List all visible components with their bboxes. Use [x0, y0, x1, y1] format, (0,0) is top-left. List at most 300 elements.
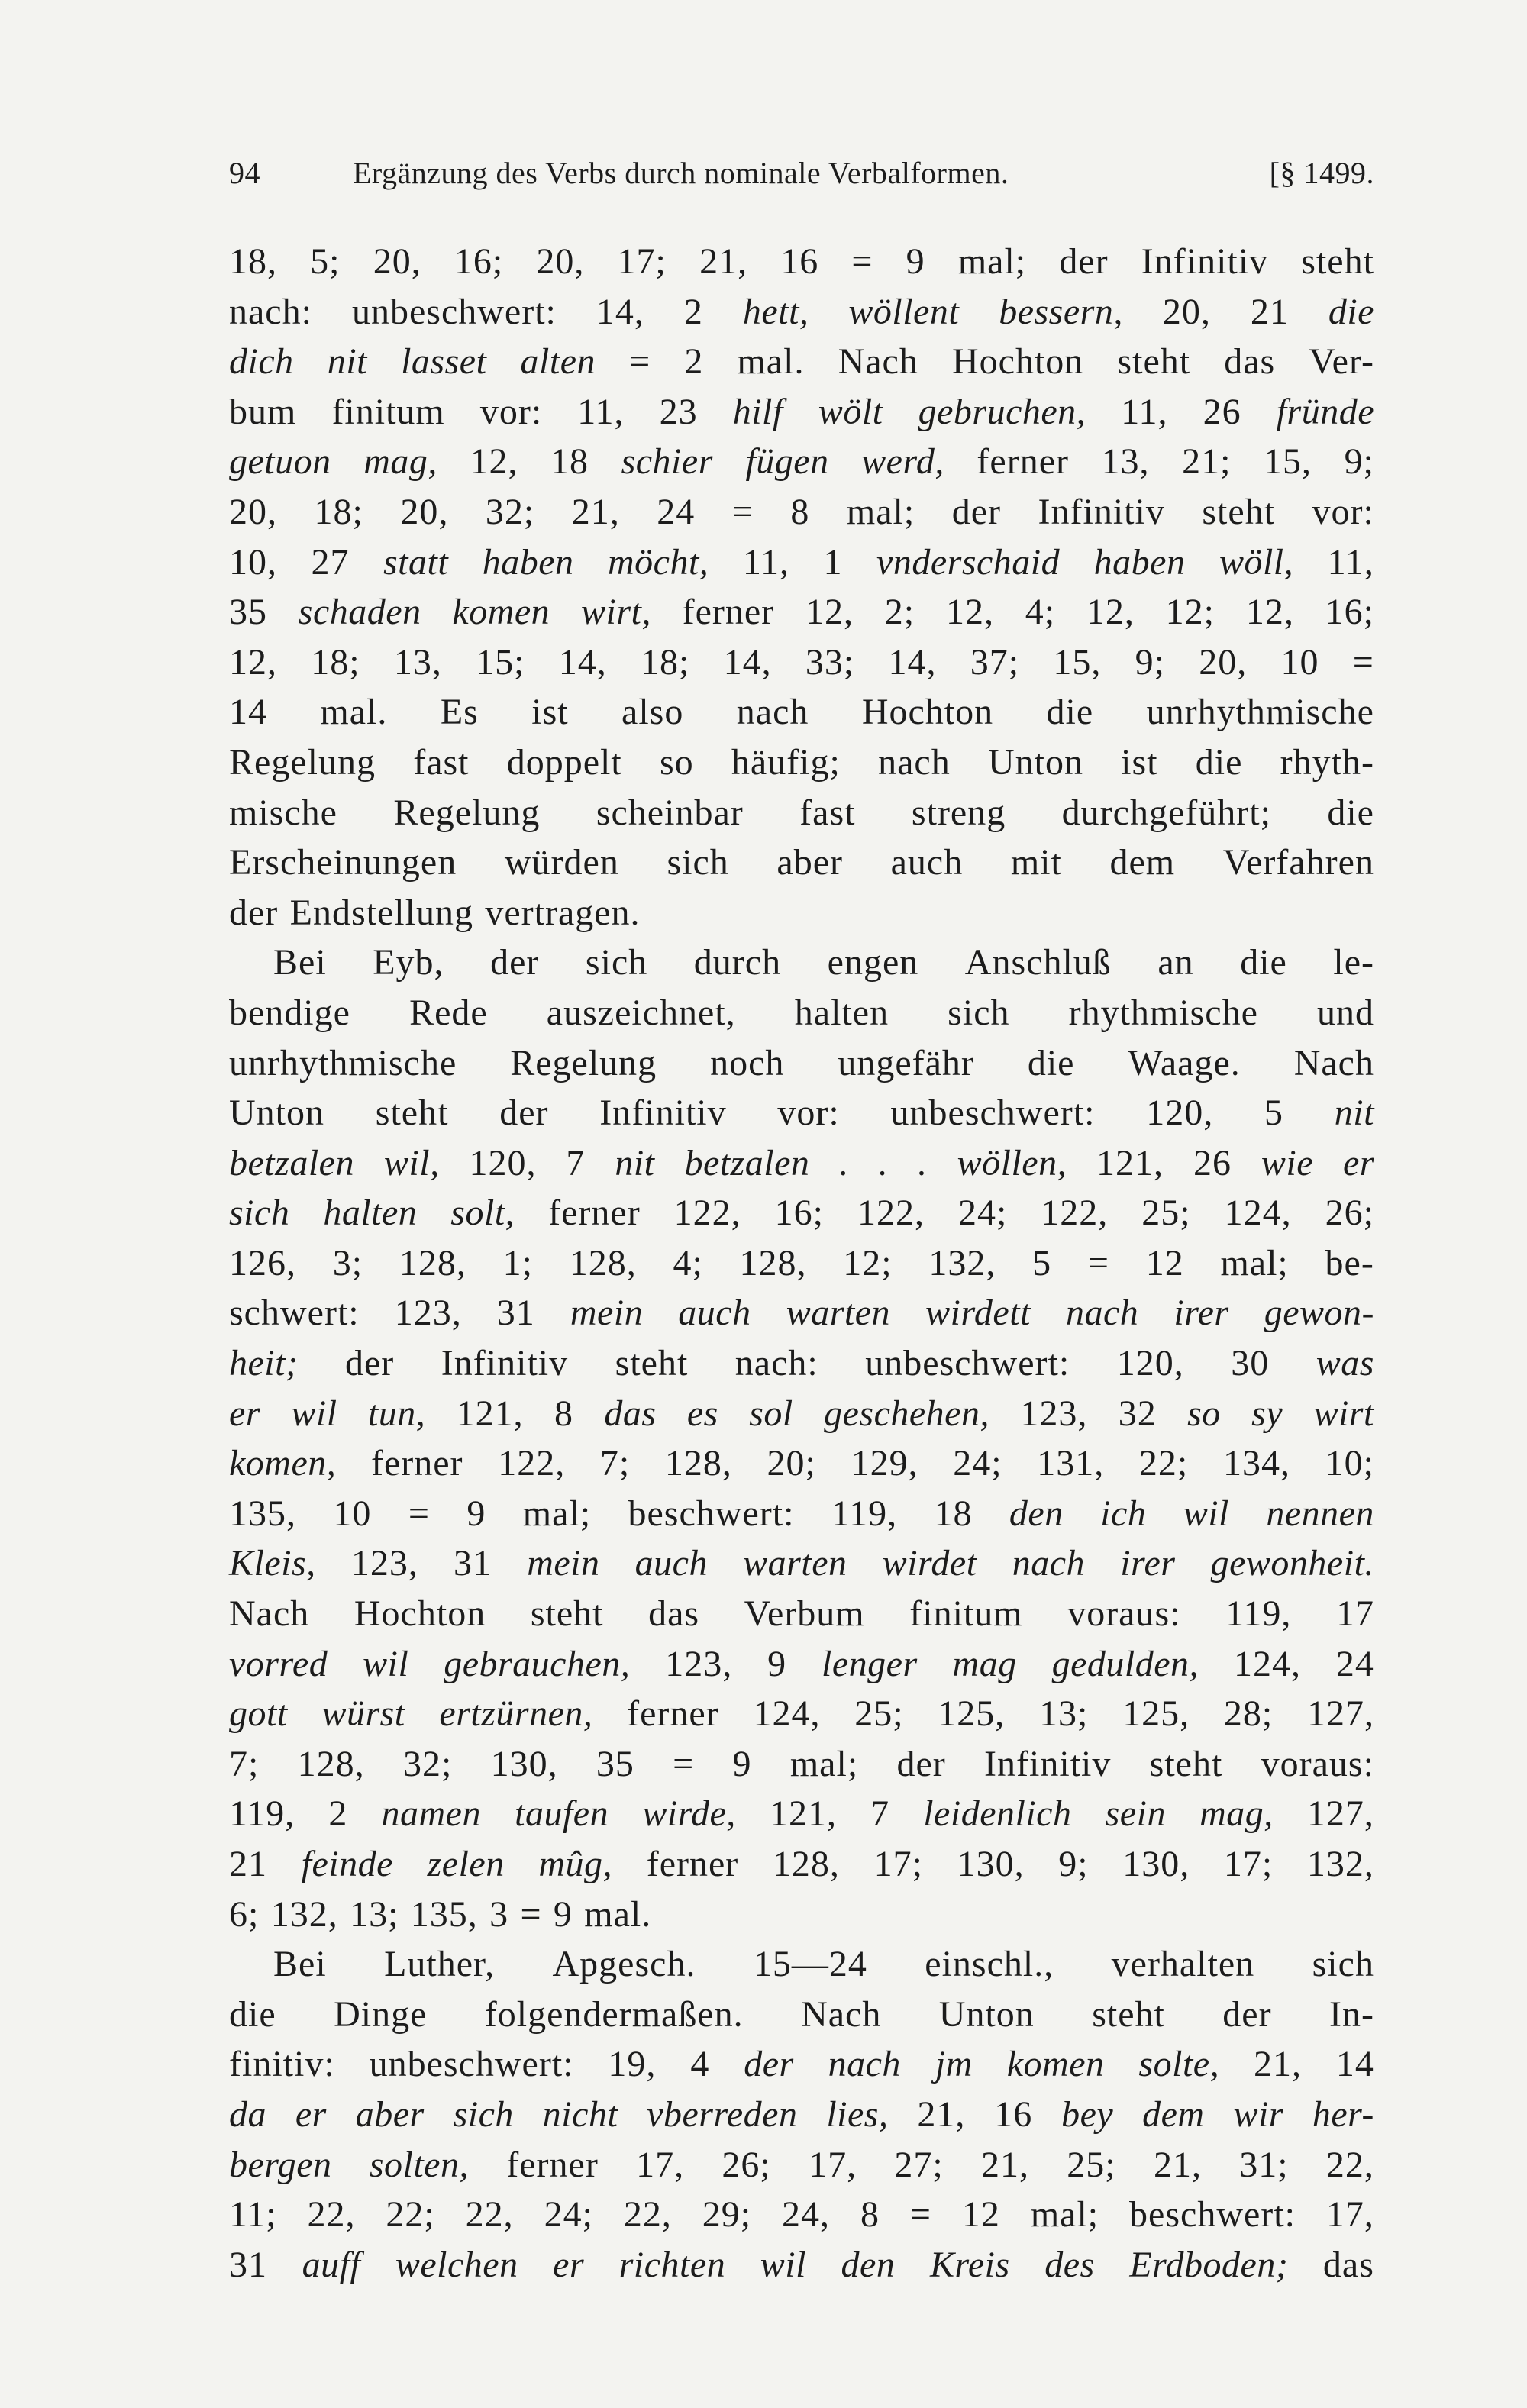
- word: 21: [1250, 291, 1289, 332]
- italic-word: nit: [1334, 1093, 1374, 1134]
- word: 35: [596, 1743, 634, 1784]
- text-line: [229, 738, 1374, 788]
- word: 124,: [1224, 1193, 1292, 1234]
- word: Infinitiv: [1141, 241, 1269, 282]
- word: 132,: [270, 1893, 338, 1935]
- word: nach: [878, 741, 951, 783]
- word: 10,: [229, 541, 277, 583]
- word: 2: [683, 291, 703, 332]
- italic-word: schaden: [298, 592, 421, 633]
- word: 119,: [229, 1793, 295, 1835]
- italic-word: nit: [327, 341, 367, 383]
- word: Ver-: [1309, 341, 1374, 383]
- word: rhythmische: [1068, 992, 1258, 1033]
- word: aber: [776, 842, 843, 883]
- word: 131,: [1037, 1443, 1105, 1484]
- word: 17,: [636, 2144, 685, 2185]
- word: 119,: [831, 1493, 898, 1534]
- word: mal;: [789, 1743, 859, 1784]
- word: nach:: [229, 291, 312, 332]
- word: 18;: [641, 641, 690, 683]
- word: 127,: [1306, 1793, 1374, 1835]
- word: =: [673, 1743, 695, 1784]
- word: 17;: [873, 1844, 923, 1884]
- word: mische: [229, 792, 337, 833]
- word: Infinitiv: [984, 1743, 1112, 1784]
- word: schwert:: [229, 1293, 360, 1334]
- italic-word: mein: [527, 1543, 600, 1584]
- italic-word: namen: [381, 1793, 481, 1835]
- word: 128,: [664, 1443, 732, 1484]
- word: voraus:: [1261, 1743, 1374, 1784]
- word: 14,: [596, 291, 644, 332]
- word: mal;: [522, 1493, 592, 1534]
- word: steht: [615, 1343, 689, 1384]
- word: 130,: [490, 1743, 558, 1784]
- text-line: [229, 1939, 1374, 1990]
- word: 15—24: [753, 1944, 867, 1985]
- word: Eyb,: [373, 942, 444, 983]
- word: 3;: [332, 1242, 363, 1283]
- word: unbeschwert:: [369, 2044, 574, 2085]
- word: nach:: [734, 1343, 818, 1384]
- word: der: [1059, 241, 1109, 282]
- italic-word: wie: [1261, 1142, 1314, 1183]
- word: 22,: [307, 2194, 356, 2235]
- word: bendige: [229, 992, 350, 1033]
- italic-word: .: [839, 1142, 849, 1183]
- word: 8: [860, 2194, 880, 2235]
- italic-word: komen,: [229, 1443, 337, 1484]
- word: Hochton: [861, 692, 994, 733]
- word: 135,: [410, 1893, 478, 1935]
- italic-word: das: [604, 1393, 657, 1434]
- italic-word: gewonheit.: [1210, 1543, 1374, 1584]
- word: 12: [961, 2194, 1000, 2235]
- word: 124,: [753, 1693, 821, 1735]
- italic-word: würst: [321, 1693, 405, 1735]
- word: 22,: [1325, 2144, 1374, 2185]
- word: 26: [1203, 391, 1241, 432]
- word: mal.: [320, 692, 388, 733]
- italic-word: Erdboden;: [1129, 2244, 1289, 2285]
- italic-word: irer: [1120, 1543, 1176, 1584]
- italic-word: wirdet: [882, 1543, 977, 1584]
- word: 8: [790, 491, 810, 532]
- word: Nach: [801, 1993, 882, 2035]
- italic-word: auch: [634, 1543, 708, 1584]
- word: streng: [911, 792, 1006, 833]
- word: sich: [948, 992, 1010, 1033]
- word: 2: [328, 1793, 348, 1835]
- word: vor:: [479, 391, 543, 432]
- word: 20;: [767, 1443, 816, 1484]
- text-line: [229, 687, 1374, 738]
- italic-word: hilf: [732, 391, 783, 432]
- word: 5: [1264, 1093, 1283, 1134]
- word: Regelung: [510, 1042, 657, 1083]
- word: das: [1322, 2244, 1374, 2285]
- word: vor:: [777, 1093, 840, 1134]
- word: der: [490, 942, 540, 983]
- word: 126,: [229, 1242, 296, 1283]
- italic-word: Kleis,: [229, 1543, 316, 1584]
- text-line: [229, 1438, 1374, 1489]
- word: 27: [311, 541, 350, 583]
- word: 18: [934, 1493, 973, 1534]
- text-line: [229, 387, 1374, 437]
- word: der: [951, 491, 1002, 532]
- italic-word: wil: [760, 2244, 806, 2285]
- running-header: [229, 147, 1374, 200]
- word: durch: [693, 942, 782, 983]
- italic-word: wir: [1233, 2093, 1283, 2135]
- text-line: [229, 988, 1374, 1038]
- word: die: [1195, 741, 1243, 783]
- text-line: [229, 1489, 1374, 1539]
- word: Apgesch.: [552, 1944, 696, 1985]
- text-line: [229, 1538, 1374, 1589]
- italic-word: wöllent: [848, 291, 960, 332]
- italic-word: vberreden: [647, 2093, 798, 2135]
- word: 128,: [739, 1242, 807, 1283]
- italic-word: fründe: [1276, 391, 1374, 432]
- word: 21,: [1253, 2044, 1302, 2085]
- word: mal.: [737, 341, 805, 383]
- word: unbeschwert:: [865, 1343, 1070, 1384]
- word: 11;: [229, 2194, 277, 2235]
- text-line: [229, 1238, 1374, 1289]
- word: Nach: [1293, 1042, 1374, 1083]
- italic-word: der: [744, 2044, 794, 2085]
- italic-word: bergen: [229, 2144, 332, 2185]
- word: 1: [823, 541, 843, 583]
- word: Nach: [838, 341, 918, 383]
- word: 20,: [1162, 291, 1211, 332]
- word: 23: [659, 391, 698, 432]
- italic-word: lies,: [826, 2093, 889, 2135]
- running-title: Ergänzung des Verbs durch nominale Verbalformen.: [353, 156, 1009, 190]
- word: be-: [1325, 1242, 1374, 1283]
- italic-word: nennen: [1266, 1493, 1374, 1534]
- word: 28;: [1223, 1693, 1274, 1735]
- text-line: [229, 1288, 1374, 1338]
- word: 2;: [884, 592, 915, 633]
- word: 18;: [314, 491, 363, 532]
- italic-word: betzalen: [229, 1142, 354, 1183]
- word: 129,: [851, 1443, 918, 1484]
- word: 14,: [558, 641, 607, 683]
- italic-word: bey: [1061, 2093, 1114, 2135]
- italic-word: .: [878, 1142, 889, 1183]
- word: 22,: [465, 2194, 514, 2235]
- word: =: [408, 1493, 430, 1534]
- word: steht: [1301, 241, 1374, 282]
- word: Verbum: [744, 1593, 865, 1635]
- word: 9;: [1344, 441, 1374, 483]
- italic-word: sich: [229, 1193, 290, 1234]
- italic-word: jm: [935, 2044, 973, 2085]
- text-line: [229, 1639, 1374, 1690]
- word: und: [1317, 992, 1374, 1033]
- word: mal;: [957, 241, 1027, 282]
- word: 20,: [1199, 641, 1248, 683]
- text-line: [229, 1589, 1374, 1639]
- word: Unton: [938, 1993, 1035, 2035]
- word: 21,: [1153, 2144, 1202, 2185]
- word: 132,: [928, 1242, 996, 1283]
- word: vor:: [1312, 491, 1374, 532]
- word: rhyth-: [1280, 741, 1374, 783]
- italic-word: wölt: [818, 391, 883, 432]
- italic-word: her-: [1312, 2093, 1374, 2135]
- word: ist: [531, 692, 569, 733]
- italic-word: komen: [1006, 2044, 1105, 2085]
- word: ferner: [627, 1693, 719, 1735]
- word: ferner: [548, 1193, 641, 1234]
- word: 21,: [917, 2093, 966, 2135]
- word: 130,: [957, 1844, 1025, 1884]
- word: 14: [1335, 2044, 1374, 2085]
- word: noch: [710, 1042, 785, 1083]
- italic-word: den: [1009, 1493, 1064, 1534]
- text-line: [229, 1338, 1374, 1389]
- word: 17: [1335, 1593, 1374, 1635]
- italic-word: dem: [1142, 2093, 1205, 2135]
- word: 14,: [888, 641, 937, 683]
- italic-word: wil: [1183, 1493, 1229, 1534]
- word: doppelt: [506, 741, 622, 783]
- word: verhalten: [1111, 1944, 1255, 1985]
- word: 7;: [599, 1443, 631, 1484]
- word: 17;: [617, 241, 667, 282]
- word: 121,: [456, 1393, 524, 1434]
- italic-word: hett,: [742, 291, 809, 332]
- word: 4;: [673, 1242, 703, 1283]
- word: ferner: [370, 1443, 463, 1484]
- word: ferner: [646, 1844, 739, 1884]
- word: 25;: [1067, 2144, 1116, 2185]
- word: 122,: [498, 1443, 566, 1484]
- word: Rede: [409, 992, 488, 1033]
- text-line: [229, 638, 1374, 688]
- word: 122,: [1041, 1193, 1109, 1234]
- word: auch: [890, 842, 964, 883]
- word: 10: [333, 1493, 372, 1534]
- word: 120,: [469, 1142, 537, 1183]
- italic-word: taufen: [515, 1793, 609, 1835]
- word: 21,: [571, 491, 620, 532]
- word: 9;: [1135, 641, 1165, 683]
- word: einschl.,: [925, 1944, 1054, 1985]
- word: 18: [550, 441, 589, 483]
- word: 11,: [1121, 391, 1168, 432]
- word: 9;: [1058, 1844, 1089, 1884]
- word: 124,: [1233, 1643, 1301, 1684]
- page-number: 94: [229, 156, 260, 190]
- italic-word: wil: [291, 1393, 337, 1434]
- italic-word: wirdett: [925, 1293, 1031, 1334]
- italic-word: des: [1044, 2244, 1095, 2285]
- text-line: [229, 2240, 1374, 2290]
- word: 8: [554, 1393, 573, 1434]
- italic-word: auff: [302, 2244, 361, 2285]
- word: 18;: [311, 641, 360, 683]
- word: 5;: [310, 241, 341, 282]
- italic-word: werd,: [861, 441, 944, 483]
- word: 10: [1280, 641, 1319, 683]
- word: 24: [657, 491, 696, 532]
- word: 17,: [809, 2144, 857, 2185]
- word: 125,: [938, 1693, 1006, 1735]
- text-line: [229, 1839, 1374, 1890]
- word: beschwert:: [628, 1493, 795, 1534]
- word: 7;: [229, 1743, 260, 1784]
- word: 21,: [981, 2144, 1029, 2185]
- italic-word: es: [686, 1393, 718, 1434]
- word: fast: [413, 741, 470, 783]
- word: die: [1240, 942, 1287, 983]
- italic-word: da: [229, 2093, 266, 2135]
- word: Bei: [273, 942, 327, 983]
- word: Unton: [987, 741, 1083, 783]
- italic-word: wirt: [1313, 1393, 1374, 1434]
- text-line: [229, 1389, 1374, 1439]
- word: Unton: [229, 1093, 324, 1134]
- word: ungefähr: [838, 1042, 974, 1083]
- word: 19,: [608, 2044, 657, 2085]
- word: 13,: [1101, 441, 1150, 483]
- word: an: [1157, 942, 1194, 983]
- italic-word: vorred: [229, 1643, 328, 1684]
- word: 12,: [1245, 592, 1294, 633]
- word: 11,: [577, 391, 625, 432]
- word: 128,: [297, 1743, 365, 1784]
- word: nach: [736, 692, 809, 733]
- word: ferner: [682, 592, 775, 633]
- word: Infinitiv: [599, 1093, 727, 1134]
- word: steht: [530, 1593, 604, 1635]
- italic-word: komen: [452, 592, 550, 633]
- word: Luther,: [384, 1944, 496, 1985]
- word: Nach: [229, 1593, 310, 1635]
- word: 9: [732, 1743, 752, 1784]
- italic-word: mag: [952, 1643, 1017, 1684]
- word: 128,: [569, 1242, 637, 1283]
- word: =: [851, 241, 873, 282]
- word: 16;: [774, 1193, 824, 1234]
- italic-word: getuon: [229, 441, 331, 483]
- text-line: [229, 1689, 1374, 1739]
- word: 9: [906, 241, 925, 282]
- italic-word: wil: [363, 1643, 409, 1684]
- text-line: [229, 287, 1374, 337]
- word: häufig;: [731, 741, 841, 783]
- italic-word: ertzürnen,: [439, 1693, 593, 1735]
- italic-word: gebrauchen,: [444, 1643, 631, 1684]
- italic-word: dich: [229, 341, 294, 383]
- italic-word: mein: [570, 1293, 644, 1334]
- word: mit: [1010, 842, 1062, 883]
- word: Waage.: [1128, 1042, 1241, 1083]
- word: dem: [1109, 842, 1176, 883]
- word: Infinitiv: [441, 1343, 569, 1384]
- word: unbeschwert:: [351, 291, 557, 332]
- word: steht: [1092, 1993, 1165, 2035]
- word: also: [621, 692, 684, 733]
- word: die: [229, 1993, 276, 2035]
- word: 127,: [1306, 1693, 1374, 1735]
- word: 2: [684, 341, 704, 383]
- italic-word: ich: [1100, 1493, 1147, 1534]
- word: 123,: [350, 1543, 418, 1584]
- italic-word: warten: [743, 1543, 847, 1584]
- word: 10;: [1325, 1443, 1374, 1484]
- word: Erscheinungen: [229, 842, 457, 883]
- word: 14,: [723, 641, 772, 683]
- italic-word: warten: [786, 1293, 891, 1334]
- word: 26;: [1325, 1193, 1374, 1234]
- word: 25;: [1141, 1193, 1191, 1234]
- italic-word: mûg,: [538, 1844, 613, 1884]
- word: 15,: [1053, 641, 1102, 683]
- word: halten: [794, 992, 889, 1033]
- word: 16;: [1325, 592, 1374, 633]
- word: 17;: [1223, 1844, 1274, 1884]
- italic-word: sol: [749, 1393, 793, 1434]
- word: 16;: [454, 241, 504, 282]
- word: 121,: [1096, 1142, 1164, 1183]
- word: 31;: [1239, 2144, 1289, 2185]
- word: 12;: [843, 1242, 893, 1283]
- word: der: [896, 1743, 946, 1784]
- word: 119,: [1225, 1593, 1292, 1635]
- italic-word: er: [553, 2244, 585, 2285]
- italic-word: fügen: [745, 441, 829, 483]
- word: 13,: [393, 641, 442, 683]
- text-line: [229, 1138, 1374, 1189]
- word: durchgeführt;: [1061, 792, 1271, 833]
- word: 123,: [665, 1643, 733, 1684]
- italic-word: wil,: [383, 1142, 440, 1183]
- word: Dinge: [334, 1993, 428, 2035]
- word: 26;: [722, 2144, 771, 2185]
- text-line: [229, 437, 1374, 487]
- word: 20,: [373, 241, 421, 282]
- italic-word: mag,: [363, 441, 437, 483]
- word: 3: [489, 1893, 509, 1935]
- word: steht: [1202, 491, 1276, 532]
- italic-word: solt,: [450, 1193, 515, 1234]
- word: 120,: [1116, 1343, 1184, 1384]
- word: 22,: [623, 2194, 672, 2235]
- text-line: [229, 1990, 1374, 2040]
- word: der: [344, 1343, 395, 1384]
- word: 30: [1231, 1343, 1270, 1384]
- text-line: [229, 788, 1374, 838]
- italic-word: heit;: [229, 1343, 299, 1384]
- italic-word: so: [1187, 1393, 1221, 1434]
- word: 21,: [699, 241, 748, 282]
- word: 130,: [1122, 1844, 1190, 1884]
- text-line: [229, 2090, 1374, 2140]
- word: engen: [827, 942, 919, 983]
- word: Regelung: [229, 741, 376, 783]
- word: 1;: [502, 1242, 533, 1283]
- italic-word: er: [295, 2093, 327, 2135]
- word: sich: [585, 942, 648, 983]
- italic-word: .: [918, 1142, 928, 1183]
